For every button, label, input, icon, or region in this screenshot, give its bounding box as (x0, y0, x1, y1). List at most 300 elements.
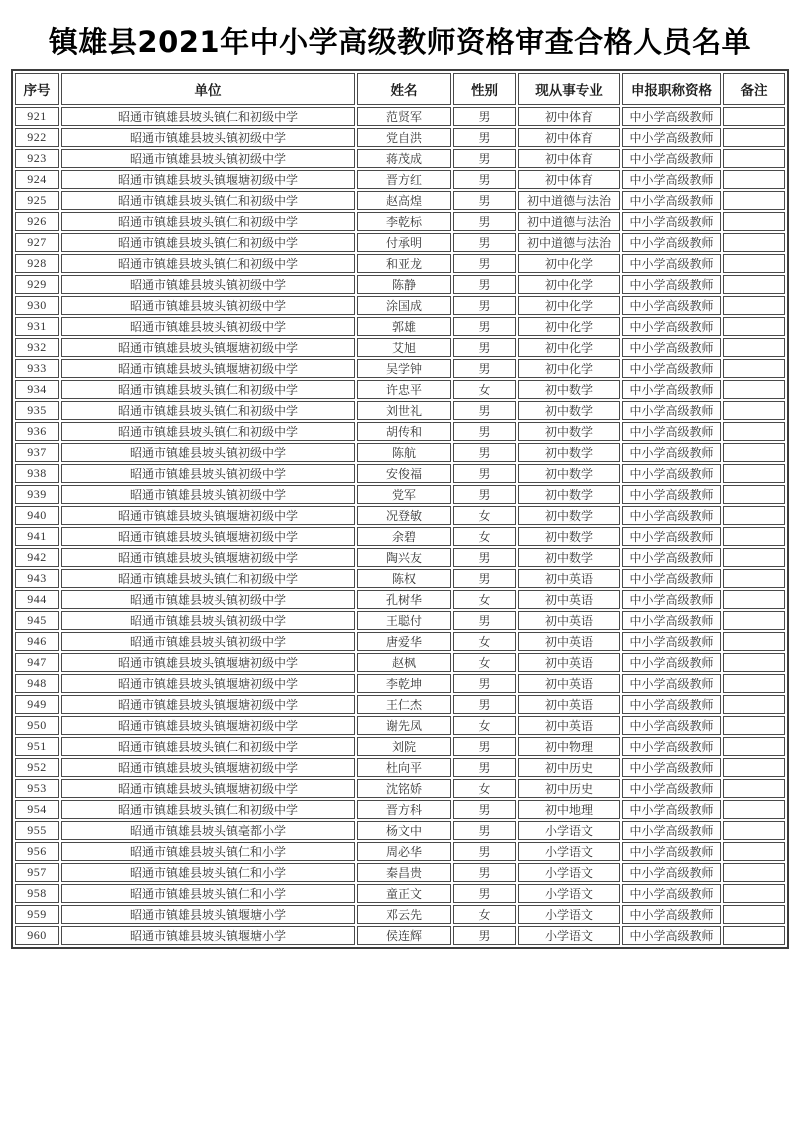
cell-title-qualification: 中小学高级教师 (622, 464, 721, 483)
cell-gender: 女 (453, 905, 516, 924)
cell-subject: 小学语文 (518, 884, 620, 903)
cell-subject: 初中道德与法治 (518, 212, 620, 231)
cell-serial: 944 (15, 590, 59, 609)
cell-name: 涂国成 (357, 296, 451, 315)
table-header-row (15, 73, 785, 105)
cell-gender: 男 (453, 422, 516, 441)
cell-remark (723, 317, 785, 336)
cell-serial: 936 (15, 422, 59, 441)
cell-gender: 男 (453, 296, 516, 315)
cell-subject: 小学语文 (518, 821, 620, 840)
cell-serial: 933 (15, 359, 59, 378)
table-row (15, 863, 785, 882)
cell-unit: 昭通市镇雄县坡头镇仁和初级中学 (61, 800, 355, 819)
cell-serial: 947 (15, 653, 59, 672)
cell-subject: 初中化学 (518, 254, 620, 273)
cell-title-qualification: 中小学高级教师 (622, 653, 721, 672)
table-row (15, 716, 785, 735)
cell-name: 李乾坤 (357, 674, 451, 693)
cell-name: 周必华 (357, 842, 451, 861)
cell-title-qualification: 中小学高级教师 (622, 779, 721, 798)
cell-title-qualification: 中小学高级教师 (622, 905, 721, 924)
cell-name: 陈权 (357, 569, 451, 588)
cell-subject: 初中地理 (518, 800, 620, 819)
cell-remark (723, 737, 785, 756)
cell-remark (723, 779, 785, 798)
cell-gender: 男 (453, 800, 516, 819)
cell-serial: 960 (15, 926, 59, 945)
cell-title-qualification: 中小学高级教师 (622, 275, 721, 294)
table-row (15, 527, 785, 546)
cell-gender: 男 (453, 695, 516, 714)
cell-gender: 男 (453, 128, 516, 147)
cell-unit: 昭通市镇雄县坡头镇初级中学 (61, 590, 355, 609)
cell-remark (723, 653, 785, 672)
cell-remark (723, 758, 785, 777)
cell-title-qualification: 中小学高级教师 (622, 695, 721, 714)
cell-title-qualification: 中小学高级教师 (622, 632, 721, 651)
cell-subject: 初中数学 (518, 506, 620, 525)
cell-remark (723, 254, 785, 273)
cell-gender: 女 (453, 632, 516, 651)
cell-title-qualification: 中小学高级教师 (622, 191, 721, 210)
cell-serial: 950 (15, 716, 59, 735)
cell-subject: 初中英语 (518, 653, 620, 672)
cell-serial: 924 (15, 170, 59, 189)
cell-unit: 昭通市镇雄县坡头镇堰塘初级中学 (61, 653, 355, 672)
cell-title-qualification: 中小学高级教师 (622, 800, 721, 819)
cell-unit: 昭通市镇雄县坡头镇堰塘小学 (61, 905, 355, 924)
cell-name: 蒋茂成 (357, 149, 451, 168)
cell-unit: 昭通市镇雄县坡头镇仁和初级中学 (61, 233, 355, 252)
cell-title-qualification: 中小学高级教师 (622, 821, 721, 840)
cell-gender: 男 (453, 863, 516, 882)
cell-subject: 初中道德与法治 (518, 233, 620, 252)
cell-gender: 男 (453, 275, 516, 294)
cell-remark (723, 695, 785, 714)
table-row (15, 296, 785, 315)
cell-subject: 小学语文 (518, 926, 620, 945)
cell-serial: 934 (15, 380, 59, 399)
cell-gender: 男 (453, 485, 516, 504)
cell-subject: 初中英语 (518, 632, 620, 651)
header-subject: 现从事专业 (518, 73, 620, 105)
cell-serial: 939 (15, 485, 59, 504)
cell-subject: 初中英语 (518, 590, 620, 609)
cell-name: 郭雄 (357, 317, 451, 336)
cell-gender: 男 (453, 233, 516, 252)
cell-name: 党军 (357, 485, 451, 504)
cell-name: 李乾标 (357, 212, 451, 231)
cell-serial: 956 (15, 842, 59, 861)
cell-unit: 昭通市镇雄县坡头镇初级中学 (61, 485, 355, 504)
cell-serial: 949 (15, 695, 59, 714)
cell-name: 童正文 (357, 884, 451, 903)
cell-title-qualification: 中小学高级教师 (622, 611, 721, 630)
cell-subject: 初中数学 (518, 527, 620, 546)
cell-remark (723, 128, 785, 147)
cell-unit: 昭通市镇雄县坡头镇仁和初级中学 (61, 380, 355, 399)
cell-remark (723, 632, 785, 651)
cell-title-qualification: 中小学高级教师 (622, 569, 721, 588)
cell-unit: 昭通市镇雄县坡头镇初级中学 (61, 632, 355, 651)
cell-subject: 初中数学 (518, 464, 620, 483)
cell-subject: 初中化学 (518, 359, 620, 378)
cell-title-qualification: 中小学高级教师 (622, 716, 721, 735)
cell-name: 孔树华 (357, 590, 451, 609)
cell-name: 杜向平 (357, 758, 451, 777)
cell-remark (723, 107, 785, 126)
cell-gender: 男 (453, 926, 516, 945)
table-body (15, 107, 785, 945)
cell-remark (723, 548, 785, 567)
cell-remark (723, 191, 785, 210)
cell-serial: 926 (15, 212, 59, 231)
cell-remark (723, 212, 785, 231)
cell-remark (723, 296, 785, 315)
cell-name: 艾旭 (357, 338, 451, 357)
cell-unit: 昭通市镇雄县坡头镇堰塘初级中学 (61, 548, 355, 567)
table-row (15, 590, 785, 609)
cell-title-qualification: 中小学高级教师 (622, 212, 721, 231)
cell-unit: 昭通市镇雄县坡头镇初级中学 (61, 275, 355, 294)
table-row (15, 464, 785, 483)
cell-unit: 昭通市镇雄县坡头镇堰塘初级中学 (61, 695, 355, 714)
header-gender: 性别 (453, 73, 516, 105)
table-row (15, 632, 785, 651)
cell-unit: 昭通市镇雄县坡头镇仁和小学 (61, 884, 355, 903)
cell-serial: 932 (15, 338, 59, 357)
table-row (15, 254, 785, 273)
cell-unit: 昭通市镇雄县坡头镇堰塘初级中学 (61, 170, 355, 189)
cell-subject: 初中数学 (518, 548, 620, 567)
table-row (15, 422, 785, 441)
cell-remark (723, 569, 785, 588)
cell-name: 陈静 (357, 275, 451, 294)
cell-gender: 男 (453, 569, 516, 588)
table-row (15, 737, 785, 756)
cell-name: 侯连辉 (357, 926, 451, 945)
cell-unit: 昭通市镇雄县坡头镇仁和初级中学 (61, 212, 355, 231)
cell-name: 许忠平 (357, 380, 451, 399)
table-row (15, 317, 785, 336)
cell-serial: 942 (15, 548, 59, 567)
table-row (15, 569, 785, 588)
cell-unit: 昭通市镇雄县坡头镇仁和小学 (61, 842, 355, 861)
cell-remark (723, 800, 785, 819)
header-remark: 备注 (723, 73, 785, 105)
cell-title-qualification: 中小学高级教师 (622, 401, 721, 420)
table-row (15, 611, 785, 630)
cell-remark (723, 590, 785, 609)
cell-title-qualification: 中小学高级教师 (622, 107, 721, 126)
cell-serial: 941 (15, 527, 59, 546)
cell-remark (723, 506, 785, 525)
cell-serial: 938 (15, 464, 59, 483)
cell-gender: 男 (453, 107, 516, 126)
cell-name: 安俊福 (357, 464, 451, 483)
cell-gender: 男 (453, 149, 516, 168)
cell-serial: 921 (15, 107, 59, 126)
cell-subject: 初中道德与法治 (518, 191, 620, 210)
cell-name: 况登敏 (357, 506, 451, 525)
cell-name: 沈铭娇 (357, 779, 451, 798)
roster-table (11, 69, 789, 949)
cell-title-qualification: 中小学高级教师 (622, 422, 721, 441)
cell-unit: 昭通市镇雄县坡头镇初级中学 (61, 443, 355, 462)
cell-unit: 昭通市镇雄县坡头镇仁和初级中学 (61, 422, 355, 441)
cell-gender: 男 (453, 842, 516, 861)
cell-unit: 昭通市镇雄县坡头镇堰塘初级中学 (61, 758, 355, 777)
cell-title-qualification: 中小学高级教师 (622, 590, 721, 609)
cell-name: 吴学钟 (357, 359, 451, 378)
cell-unit: 昭通市镇雄县坡头镇初级中学 (61, 149, 355, 168)
cell-title-qualification: 中小学高级教师 (622, 842, 721, 861)
cell-serial: 922 (15, 128, 59, 147)
cell-serial: 943 (15, 569, 59, 588)
cell-subject: 小学语文 (518, 863, 620, 882)
table-row (15, 884, 785, 903)
cell-gender: 男 (453, 821, 516, 840)
table-row (15, 842, 785, 861)
cell-subject: 初中体育 (518, 107, 620, 126)
header-serial: 序号 (15, 73, 59, 105)
cell-name: 晋方红 (357, 170, 451, 189)
cell-unit: 昭通市镇雄县坡头镇初级中学 (61, 317, 355, 336)
cell-gender: 男 (453, 191, 516, 210)
cell-gender: 女 (453, 716, 516, 735)
cell-subject: 初中化学 (518, 338, 620, 357)
cell-gender: 女 (453, 590, 516, 609)
cell-title-qualification: 中小学高级教师 (622, 548, 721, 567)
cell-name: 王仁杰 (357, 695, 451, 714)
cell-unit: 昭通市镇雄县坡头镇仁和初级中学 (61, 569, 355, 588)
cell-gender: 男 (453, 464, 516, 483)
cell-name: 杨文中 (357, 821, 451, 840)
cell-remark (723, 149, 785, 168)
table-row (15, 443, 785, 462)
cell-title-qualification: 中小学高级教师 (622, 863, 721, 882)
page-title: 镇雄县2021年中小学高级教师资格审查合格人员名单 (48, 25, 752, 59)
cell-name: 范贤军 (357, 107, 451, 126)
cell-subject: 初中历史 (518, 758, 620, 777)
cell-gender: 男 (453, 401, 516, 420)
cell-title-qualification: 中小学高级教师 (622, 128, 721, 147)
cell-remark (723, 716, 785, 735)
cell-serial: 953 (15, 779, 59, 798)
cell-name: 晋方科 (357, 800, 451, 819)
cell-remark (723, 485, 785, 504)
cell-unit: 昭通市镇雄县坡头镇堰塘初级中学 (61, 779, 355, 798)
cell-title-qualification: 中小学高级教师 (622, 233, 721, 252)
cell-remark (723, 233, 785, 252)
cell-serial: 935 (15, 401, 59, 420)
cell-remark (723, 275, 785, 294)
cell-gender: 女 (453, 527, 516, 546)
cell-serial: 959 (15, 905, 59, 924)
cell-remark (723, 611, 785, 630)
cell-serial: 929 (15, 275, 59, 294)
cell-serial: 931 (15, 317, 59, 336)
cell-title-qualification: 中小学高级教师 (622, 170, 721, 189)
cell-remark (723, 443, 785, 462)
cell-unit: 昭通市镇雄县坡头镇初级中学 (61, 128, 355, 147)
cell-subject: 初中英语 (518, 716, 620, 735)
cell-subject: 初中体育 (518, 170, 620, 189)
cell-gender: 男 (453, 359, 516, 378)
cell-name: 陶兴友 (357, 548, 451, 567)
table-row (15, 233, 785, 252)
cell-subject: 初中数学 (518, 422, 620, 441)
cell-title-qualification: 中小学高级教师 (622, 884, 721, 903)
cell-title-qualification: 中小学高级教师 (622, 674, 721, 693)
table-row (15, 212, 785, 231)
table-row (15, 338, 785, 357)
cell-subject: 初中数学 (518, 401, 620, 420)
cell-unit: 昭通市镇雄县坡头镇堰塘初级中学 (61, 716, 355, 735)
cell-gender: 男 (453, 170, 516, 189)
table-row (15, 695, 785, 714)
header-name: 姓名 (357, 73, 451, 105)
cell-remark (723, 464, 785, 483)
table-row (15, 485, 785, 504)
cell-name: 刘院 (357, 737, 451, 756)
cell-unit: 昭通市镇雄县坡头镇堰塘小学 (61, 926, 355, 945)
cell-subject: 小学语文 (518, 842, 620, 861)
cell-unit: 昭通市镇雄县坡头镇仁和初级中学 (61, 107, 355, 126)
cell-gender: 男 (453, 611, 516, 630)
cell-gender: 男 (453, 884, 516, 903)
table-row (15, 905, 785, 924)
cell-unit: 昭通市镇雄县坡头镇初级中学 (61, 464, 355, 483)
cell-serial: 948 (15, 674, 59, 693)
cell-title-qualification: 中小学高级教师 (622, 149, 721, 168)
cell-serial: 954 (15, 800, 59, 819)
cell-serial: 930 (15, 296, 59, 315)
cell-name: 赵枫 (357, 653, 451, 672)
table-row (15, 926, 785, 945)
cell-name: 王聪付 (357, 611, 451, 630)
cell-title-qualification: 中小学高级教师 (622, 737, 721, 756)
cell-remark (723, 863, 785, 882)
cell-subject: 小学语文 (518, 905, 620, 924)
cell-serial: 927 (15, 233, 59, 252)
cell-serial: 945 (15, 611, 59, 630)
cell-gender: 女 (453, 506, 516, 525)
cell-title-qualification: 中小学高级教师 (622, 443, 721, 462)
cell-name: 赵高煌 (357, 191, 451, 210)
cell-remark (723, 380, 785, 399)
table-row (15, 758, 785, 777)
cell-name: 付承明 (357, 233, 451, 252)
cell-remark (723, 842, 785, 861)
table-row (15, 821, 785, 840)
cell-name: 陈航 (357, 443, 451, 462)
cell-gender: 男 (453, 443, 516, 462)
cell-gender: 女 (453, 653, 516, 672)
cell-unit: 昭通市镇雄县坡头镇堰塘初级中学 (61, 338, 355, 357)
table-row (15, 401, 785, 420)
table-row (15, 128, 785, 147)
table-row (15, 191, 785, 210)
cell-subject: 初中英语 (518, 569, 620, 588)
cell-serial: 940 (15, 506, 59, 525)
cell-unit: 昭通市镇雄县坡头镇堰塘初级中学 (61, 674, 355, 693)
cell-name: 邓云先 (357, 905, 451, 924)
cell-subject: 初中体育 (518, 128, 620, 147)
cell-serial: 957 (15, 863, 59, 882)
cell-serial: 958 (15, 884, 59, 903)
cell-gender: 男 (453, 254, 516, 273)
table-row (15, 779, 785, 798)
table-row (15, 359, 785, 378)
cell-subject: 初中英语 (518, 611, 620, 630)
cell-gender: 女 (453, 779, 516, 798)
cell-title-qualification: 中小学高级教师 (622, 317, 721, 336)
cell-remark (723, 926, 785, 945)
cell-subject: 初中数学 (518, 380, 620, 399)
cell-subject: 初中英语 (518, 674, 620, 693)
cell-subject: 初中物理 (518, 737, 620, 756)
header-title-qualification: 申报职称资格 (622, 73, 721, 105)
cell-remark (723, 821, 785, 840)
cell-gender: 男 (453, 758, 516, 777)
table-row (15, 506, 785, 525)
cell-gender: 女 (453, 380, 516, 399)
cell-gender: 男 (453, 317, 516, 336)
cell-unit: 昭通市镇雄县坡头镇仁和小学 (61, 863, 355, 882)
cell-gender: 男 (453, 338, 516, 357)
cell-title-qualification: 中小学高级教师 (622, 485, 721, 504)
table-row (15, 275, 785, 294)
cell-unit: 昭通市镇雄县坡头镇堰塘初级中学 (61, 506, 355, 525)
cell-subject: 初中化学 (518, 317, 620, 336)
cell-remark (723, 527, 785, 546)
cell-unit: 昭通市镇雄县坡头镇仁和初级中学 (61, 254, 355, 273)
header-unit: 单位 (61, 73, 355, 105)
cell-name: 余碧 (357, 527, 451, 546)
cell-unit: 昭通市镇雄县坡头镇堰塘初级中学 (61, 527, 355, 546)
cell-serial: 925 (15, 191, 59, 210)
cell-unit: 昭通市镇雄县坡头镇仁和初级中学 (61, 737, 355, 756)
cell-name: 胡传和 (357, 422, 451, 441)
cell-serial: 951 (15, 737, 59, 756)
cell-gender: 男 (453, 737, 516, 756)
cell-title-qualification: 中小学高级教师 (622, 380, 721, 399)
cell-remark (723, 359, 785, 378)
cell-name: 唐爱华 (357, 632, 451, 651)
cell-subject: 初中历史 (518, 779, 620, 798)
table-row (15, 380, 785, 399)
cell-serial: 923 (15, 149, 59, 168)
cell-remark (723, 905, 785, 924)
cell-unit: 昭通市镇雄县坡头镇仁和初级中学 (61, 191, 355, 210)
cell-title-qualification: 中小学高级教师 (622, 527, 721, 546)
cell-subject: 初中化学 (518, 275, 620, 294)
cell-title-qualification: 中小学高级教师 (622, 758, 721, 777)
table-row (15, 548, 785, 567)
cell-remark (723, 401, 785, 420)
cell-subject: 初中数学 (518, 485, 620, 504)
cell-remark (723, 674, 785, 693)
cell-subject: 初中英语 (518, 695, 620, 714)
cell-title-qualification: 中小学高级教师 (622, 254, 721, 273)
cell-name: 和亚龙 (357, 254, 451, 273)
cell-name: 刘世礼 (357, 401, 451, 420)
cell-gender: 男 (453, 674, 516, 693)
table-row (15, 107, 785, 126)
cell-serial: 937 (15, 443, 59, 462)
